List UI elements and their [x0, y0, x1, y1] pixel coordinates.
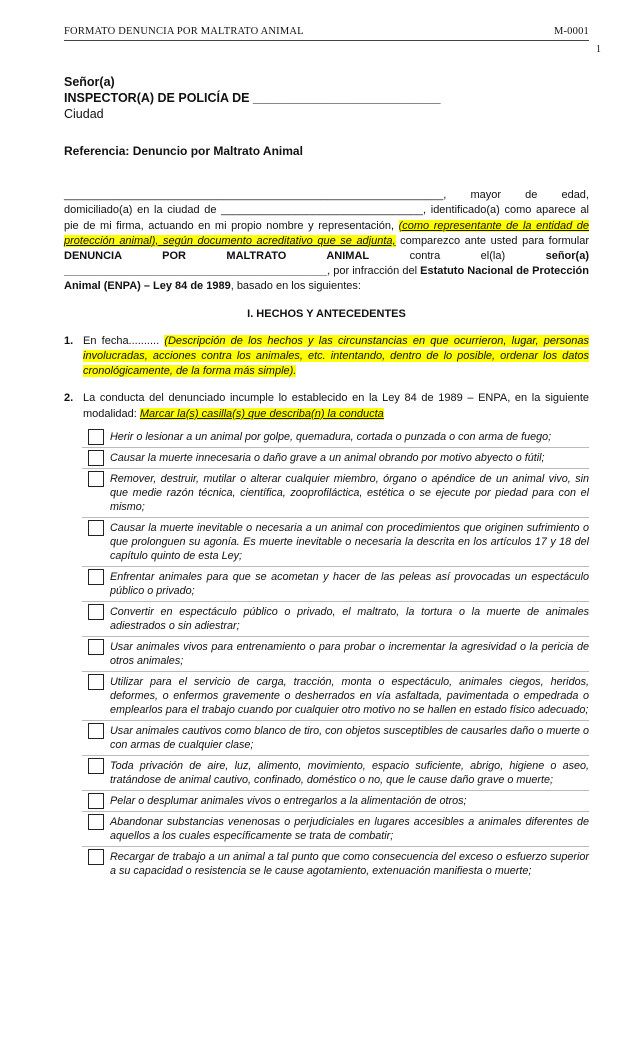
checklist-item [82, 640, 589, 668]
addressee-city: Ciudad [64, 107, 104, 121]
checkbox[interactable] [88, 793, 104, 809]
page-header [64, 22, 589, 41]
checkbox[interactable] [88, 520, 104, 536]
checklist-item [82, 472, 589, 514]
checklist-text: Convertir en espectáculo público o privado, el maltrato, la tortura o la muerte de animales adiestrados o sin adiestrar; [110, 605, 589, 632]
checklist-item [82, 430, 589, 444]
fact-item-2 [64, 391, 589, 421]
checkbox[interactable] [88, 569, 104, 585]
checklist-item [82, 815, 589, 843]
checklist-text: Herir o lesionar a un animal por golpe, quemadura, cortada o punzada o con arma de fuego; [110, 430, 552, 443]
addressee-salutation: Señor(a) [64, 75, 115, 89]
checklist-item [82, 451, 589, 465]
checklist-item [82, 570, 589, 598]
intro-representative-highlight: (como representante de la entidad de protección animal), según documento acreditativo que se adjunta, [64, 219, 589, 247]
item-number: 2. [64, 392, 74, 405]
checklist-text: Pelar o desplumar animales vivos o entregarlos a la alimentación de otros; [110, 794, 467, 807]
checklist-text: Remover, destruir, mutilar o alterar cualquier miembro, órgano o apéndice de un animal vivo, sin que medie razón técnica, científica, zooprofiláctica, estética o se ejecute por piedad para con el mismo; [110, 472, 589, 513]
checklist-text: Enfrentar animales para que se acometan y hacer de las peleas así provocadas un espectáculo público o privado; [110, 570, 589, 597]
header-title: FORMATO DENUNCIA POR MALTRATO ANIMAL [64, 26, 304, 37]
checkbox[interactable] [88, 758, 104, 774]
checkbox[interactable] [88, 849, 104, 865]
page-number: 1 [596, 44, 601, 55]
checkbox[interactable] [88, 639, 104, 655]
intro-statute: Estatuto Nacional de Protección Animal (ENPA) – Ley 84 de 1989 [64, 265, 589, 293]
checkbox[interactable] [88, 429, 104, 445]
checklist-text: Usar animales vivos para entrenamiento o para probar o incrementar la agresividad o la pericia de otros animales; [110, 640, 589, 667]
checklist-text: Usar animales cautivos como blanco de tiro, con objetos susceptibles de causarles daño o muerte o con armas de cualquier clase; [110, 724, 589, 751]
checklist-item [82, 759, 589, 787]
checklist-item [82, 605, 589, 633]
item-1-highlight: (Descripción de los hechos y las circunstancias en que ocurrieron, lugar, personas involucradas, acciones contra los animales, etc. intentando, dentro de lo posible, ordenar los datos cronológicamente, de la forma más simple). [83, 334, 589, 378]
section-title: I. HECHOS Y ANTECEDENTES [247, 307, 406, 320]
form-code: M-0001 [553, 26, 589, 37]
item-number: 1. [64, 334, 74, 347]
checklist-text: Utilizar para el servicio de carga, tracción, monta o espectáculo, animales ciegos, heridos, deformes, o enfermos gravemente o desherrados en vía asfaltada, pavimentada o empedrada o emplearlos para el trabajo cuando por cualquier otro motivo no se hallen en estado físico adecuado; [110, 675, 589, 716]
intro-text-2: comparezco ante usted para formular [395, 234, 590, 247]
checklist-text: Recargar de trabajo a un animal a tal punto que como consecuencia del exceso o esfuerzo superior a su capacidad o resistencia se le cause agotamiento, extenuación manifiesta o muerte; [110, 850, 589, 877]
intro-text-4: , por infracción del [327, 265, 421, 278]
checklist-item [82, 521, 589, 563]
item-2-lead: La conducta del denunciado incumple lo establecido en la Ley 84 de 1989 – ENPA, en la siguiente modalidad: [83, 392, 589, 420]
checkbox[interactable] [88, 814, 104, 830]
checkbox[interactable] [88, 674, 104, 690]
intro-paragraph [64, 188, 589, 294]
item-2-highlight: Marcar la(s) casilla(s) que describa(n) la conducta [139, 407, 384, 420]
checklist-item [82, 850, 589, 878]
checkbox[interactable] [88, 604, 104, 620]
intro-complaint-title: DENUNCIA POR MALTRATO ANIMAL [64, 250, 370, 263]
intro-text-1: ______________________________________________________________, mayor de edad, domiciliado(a) en la ciudad de _________________________________, identificado(a) como aparece al pie de mi firma, actuando en mi propio nombre y representación, [64, 189, 589, 232]
reference-line: Referencia: Denuncio por Maltrato Animal [64, 144, 303, 158]
conduct-checklist [64, 430, 589, 878]
addressee-block [64, 74, 589, 122]
intro-accused-field: señor(a) ___________________________________________ [64, 250, 589, 278]
intro-text-5: , basado en los siguientes: [230, 280, 361, 293]
checklist-text: Toda privación de aire, luz, alimento, movimiento, espacio suficiente, abrigo, higiene o aseo, tratándose de animal cautivo, confinado, doméstico o no, que le cause daño grave o muerte; [110, 759, 589, 786]
fact-item-1 [64, 334, 589, 380]
checklist-item [82, 794, 589, 808]
intro-text-3: contra el(la) [369, 250, 546, 263]
checklist-text: Causar la muerte inevitable o necesaria a un animal con procedimientos que originen sufrimiento o que prolonguen su agonía. Es muerte inevitable o necesaria la descrita en los artículos 17 y 18 del capítulo quinto de esta Ley; [110, 521, 589, 562]
checkbox[interactable] [88, 450, 104, 466]
document-body [64, 74, 589, 878]
checkbox[interactable] [88, 471, 104, 487]
checkbox[interactable] [88, 723, 104, 739]
checklist-text: Causar la muerte innecesaria o daño grave a un animal obrando por motivo abyecto o fútil; [110, 451, 545, 464]
checklist-item [82, 675, 589, 717]
item-1-lead: En fecha.......... [83, 334, 165, 347]
checklist-text: Abandonar substancias venenosas o perjudiciales en lugares accesibles a animales diferentes de aquellos a los cuales específicamente se trata de combatir; [110, 815, 589, 842]
addressee-inspector: INSPECTOR(A) DE POLICÍA DE ___________________________ [64, 91, 441, 105]
checklist-item [82, 724, 589, 752]
